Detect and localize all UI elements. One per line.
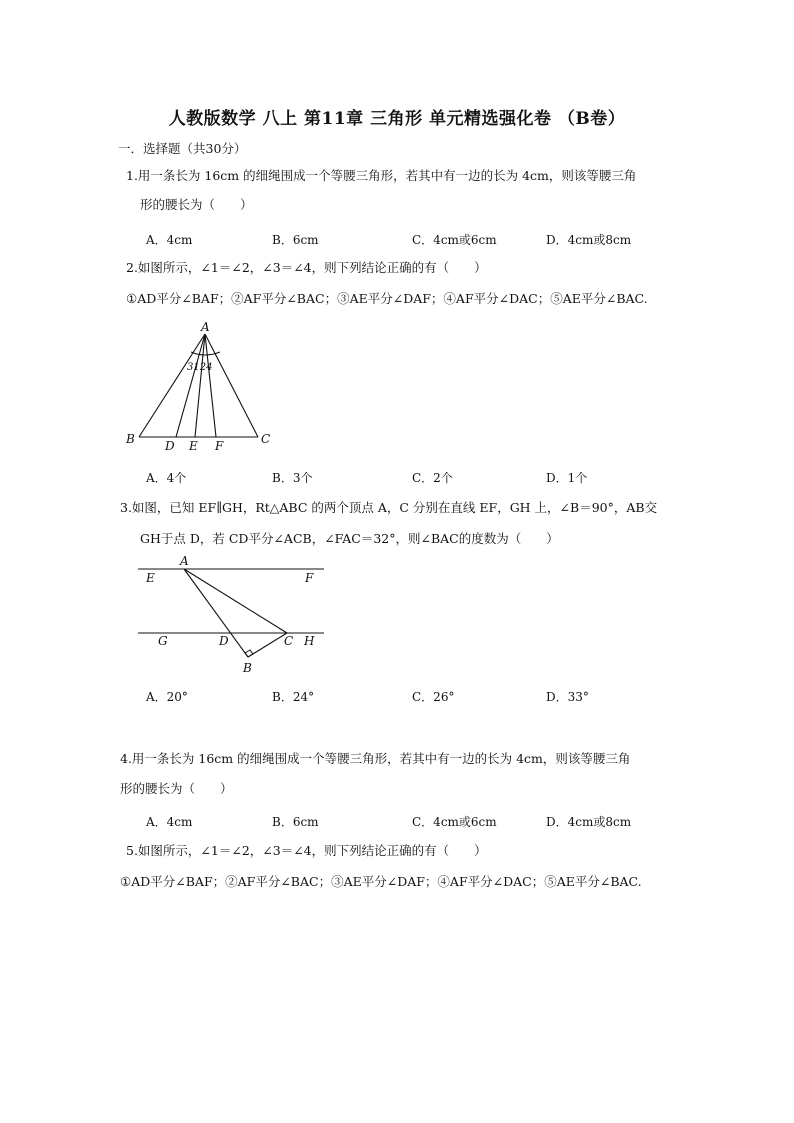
q3-label-f: F xyxy=(305,571,314,585)
q3-side-bc xyxy=(248,633,287,657)
q4-option-a[interactable]: A．4cm xyxy=(146,815,193,829)
q2-label-a: A xyxy=(201,320,210,334)
q4-stem-line2: 形的腰长为（ ） xyxy=(120,781,233,796)
q3-right-angle-mark xyxy=(245,650,253,657)
q3-label-a: A xyxy=(180,554,189,568)
q3-side-ab xyxy=(184,569,248,657)
q2-stem: 2.如图所示，∠1＝∠2，∠3＝∠4，则下列结论正确的有（ ） xyxy=(126,260,487,275)
q1-stem-line1: 1.用一条长为 16cm 的细绳围成一个等腰三角形，若其中有一边的长为 4cm，则该等腰三角 xyxy=(126,168,637,183)
q2-conclusions: ①AD平分∠BAF；②AF平分∠BAC；③AE平分∠DAF；④AF平分∠DAC；⑤AE平分∠BAC. xyxy=(126,291,648,306)
q3-label-d: D xyxy=(219,634,229,648)
q3-option-c[interactable]: C．26° xyxy=(412,690,455,704)
q4-stem-line1: 4.用一条长为 16cm 的细绳围成一个等腰三角形，若其中有一边的长为 4cm，则该等腰三角 xyxy=(120,751,631,766)
q2-option-a[interactable]: A．4个 xyxy=(146,471,187,485)
q3-option-d[interactable]: D．33° xyxy=(546,690,589,704)
q1-stem-line2: 形的腰长为（ ） xyxy=(140,197,253,212)
q2-label-b: B xyxy=(126,432,135,446)
q3-label-h: H xyxy=(304,634,315,648)
q3-label-c: C xyxy=(284,634,294,648)
q3-label-g: G xyxy=(158,634,168,648)
q1-option-a[interactable]: A．4cm xyxy=(146,233,193,247)
q4-option-c[interactable]: C．4cm或6cm xyxy=(412,815,497,829)
q2-label-e: E xyxy=(189,439,198,453)
q5-conclusions: ①AD平分∠BAF；②AF平分∠BAC；③AE平分∠DAF；④AF平分∠DAC；⑤AE平分∠BAC. xyxy=(120,874,642,889)
q1-option-c[interactable]: C．4cm或6cm xyxy=(412,233,497,247)
q4-option-d[interactable]: D．4cm或8cm xyxy=(546,815,632,829)
q3-side-ac xyxy=(184,569,287,633)
section-heading: 一．选择题（共30分） xyxy=(118,141,247,156)
q2-option-d[interactable]: D．1个 xyxy=(546,471,588,485)
q3-label-b: B xyxy=(243,661,252,675)
q2-label-d: D xyxy=(165,439,175,453)
q3-stem-line1: 3.如图，已知 EF∥GH，Rt△ABC 的两个顶点 A，C 分别在直线 EF，GH 上，∠B＝90°，AB交 xyxy=(120,500,658,515)
q1-option-d[interactable]: D．4cm或8cm xyxy=(546,233,632,247)
q2-label-f: F xyxy=(215,439,224,453)
q2-option-b[interactable]: B．3个 xyxy=(272,471,313,485)
q3-label-e: E xyxy=(146,571,155,585)
q5-stem: 5.如图所示，∠1＝∠2，∠3＝∠4，则下列结论正确的有（ ） xyxy=(126,843,487,858)
q2-label-c: C xyxy=(261,432,271,446)
q4-option-b[interactable]: B．6cm xyxy=(272,815,319,829)
q3-option-b[interactable]: B．24° xyxy=(272,690,315,704)
q1-option-b[interactable]: B．6cm xyxy=(272,233,319,247)
q3-stem-line2: GH于点 D，若 CD平分∠ACB，∠FAC＝32°，则∠BAC的度数为（ ） xyxy=(140,531,559,546)
q2-option-c[interactable]: C．2个 xyxy=(412,471,453,485)
q2-angle-numbers: 3124 xyxy=(187,362,213,373)
q3-option-a[interactable]: A．20° xyxy=(146,690,188,704)
page-title: 人教版数学 八上 第11章 三角形 单元精选强化卷 （B卷） xyxy=(168,109,626,129)
